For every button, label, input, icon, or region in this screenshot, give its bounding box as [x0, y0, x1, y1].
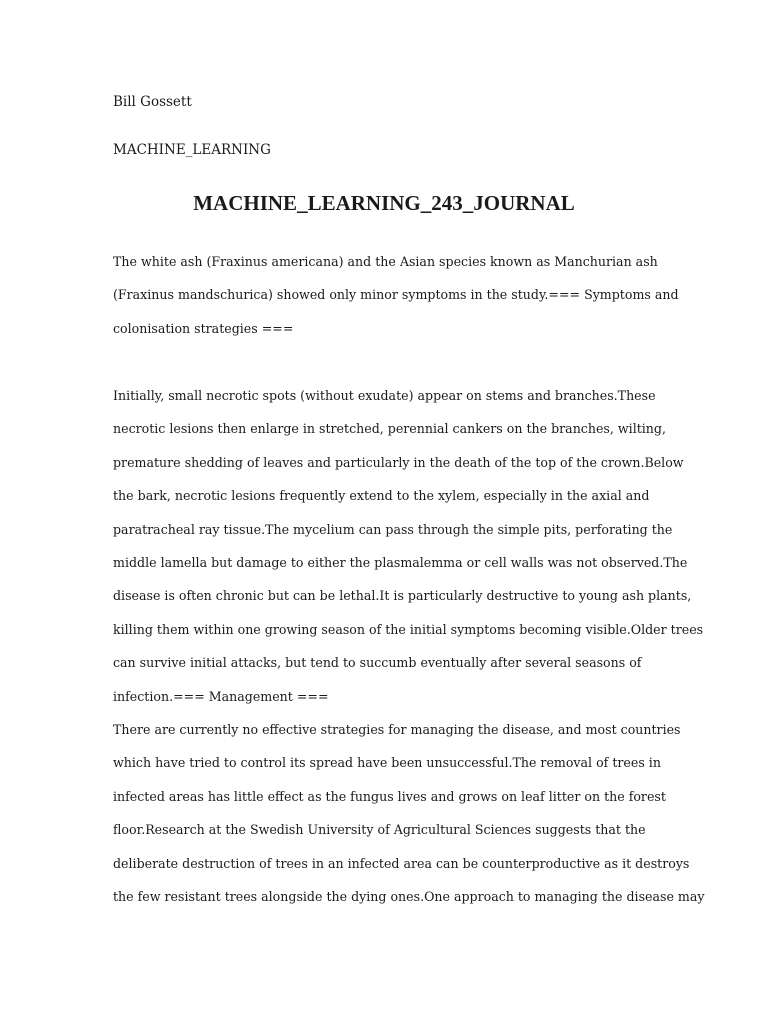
text-line: the few resistant trees alongside the dying ones.One approach to managing the disease may [113, 888, 705, 904]
text-line: middle lamella but damage to either the plasmalemma or cell walls was not observed.The [113, 554, 688, 570]
text-line: The white ash (Fraxinus americana) and the Asian species known as Manchurian ash [113, 254, 658, 269]
category-label: MACHINE_LEARNING [113, 142, 271, 158]
text-line: There are currently no effective strategies for managing the disease, and most countries [113, 722, 681, 737]
text-line: infection.=== Management === [113, 688, 329, 704]
text-line: the bark, necrotic lesions frequently extend to the xylem, especially in the axial and [113, 488, 650, 504]
text-line: premature shedding of leaves and particularly in the death of the top of the crown.Below [113, 454, 684, 470]
text-line: killing them within one growing season of the initial symptoms becoming visible.Older trees [113, 621, 704, 637]
text-line: colonisation strategies === [113, 320, 294, 336]
text-line: deliberate destruction of trees in an infected area can be counterproductive as it destroys [113, 855, 690, 871]
text-line: paratracheal ray tissue.The mycelium can pass through the simple pits, perforating the [113, 521, 673, 537]
document-title: MACHINE_LEARNING_243_JOURNAL [193, 191, 575, 215]
text-line: infected areas has little effect as the fungus lives and grows on leaf litter on the forest [113, 788, 666, 804]
paragraph-symptoms [113, 379, 704, 713]
text-line: Initially, small necrotic spots (without exudate) appear on stems and branches.These [113, 388, 656, 403]
text-line: necrotic lesions then enlarge in stretched, perennial cankers on the branches, wilting, [113, 421, 666, 437]
paragraph-intro [113, 245, 679, 345]
author-name: Bill Gossett [113, 94, 192, 110]
text-line: floor.Research at the Swedish University of Agricultural Sciences suggests that the [113, 822, 646, 838]
text-line: (Fraxinus mandschurica) showed only minor symptoms in the study.=== Symptoms and [113, 287, 679, 303]
text-line: disease is often chronic but can be lethal.It is particularly destructive to young ash plants, [113, 588, 692, 604]
text-line: can survive initial attacks, but tend to succumb eventually after several seasons of [113, 655, 642, 671]
paragraph-management [113, 713, 705, 913]
text-line: which have tried to control its spread have been unsuccessful.The removal of trees in [113, 755, 661, 771]
